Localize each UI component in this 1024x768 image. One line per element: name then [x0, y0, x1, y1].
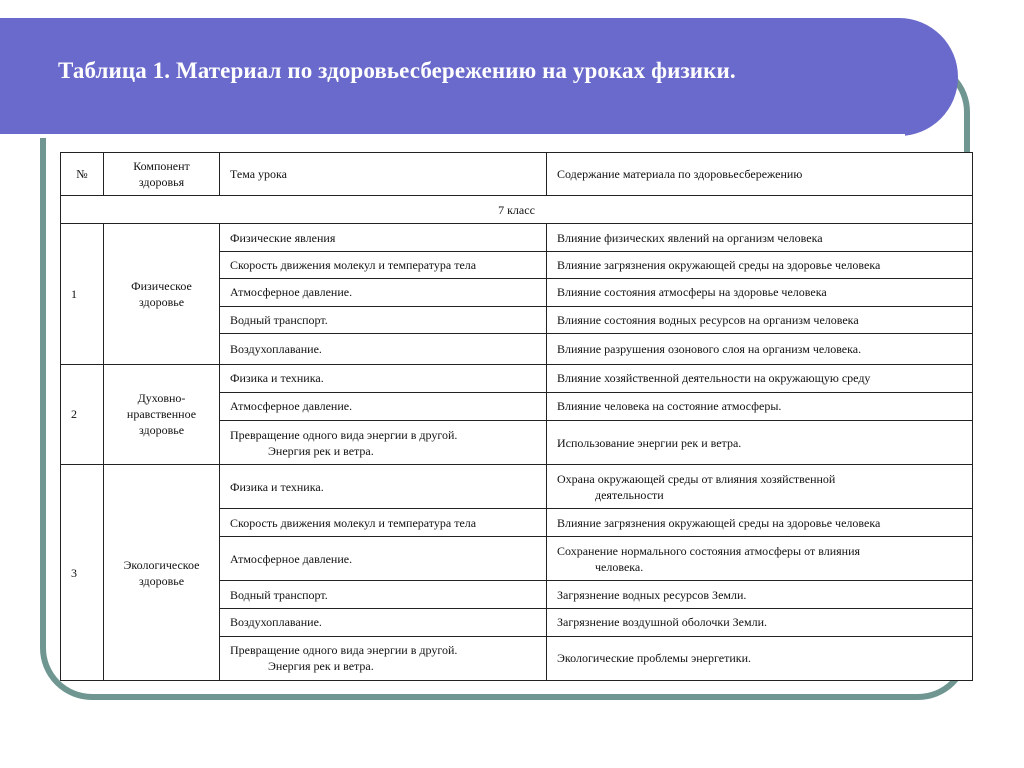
slide-title: Таблица 1. Материал по здоровьесбережению на уроках физики. [58, 58, 736, 83]
topic-cell: Физика и техника. [220, 465, 547, 509]
topic-line-2: Энергия рек и ветра. [268, 443, 374, 458]
banner-underline [0, 134, 905, 138]
topic-cell: Водный транспорт. [220, 581, 547, 608]
header-number: № [61, 153, 104, 196]
content-cell: Влияние физических явлений на организм человека [547, 224, 973, 252]
topic-cell [220, 420, 547, 464]
topic-cell: Скорость движения молекул и температура тела [220, 509, 547, 537]
topic-cell: Атмосферное давление. [220, 537, 547, 581]
content-cell: Экологические проблемы энергетики. [547, 636, 973, 680]
group-number: 2 [61, 364, 104, 464]
header-content: Содержание материала по здоровьесбережению [547, 153, 973, 196]
content-cell: Влияние состояния атмосферы на здоровье человека [547, 279, 973, 306]
topic-cell: Воздухоплавание. [220, 333, 547, 364]
topic-cell: Атмосферное давление. [220, 392, 547, 420]
content-line: Сохранение нормального состояния атмосферы от влияния [557, 543, 861, 558]
table-row [61, 224, 973, 252]
content-cell: Влияние загрязнения окружающей среды на здоровье человека [547, 252, 973, 279]
content-cell [547, 537, 973, 581]
content-cell: Влияние человека на состояние атмосферы. [547, 392, 973, 420]
topic-line: Превращение одного вида энергии в другой. [230, 643, 458, 658]
content-cell: Влияние разрушения озонового слоя на организм человека. [547, 333, 973, 364]
topic-cell: Атмосферное давление. [220, 279, 547, 306]
topic-cell: Физика и техника. [220, 364, 547, 392]
class-label: 7 класс [61, 196, 973, 224]
content-cell: Влияние загрязнения окружающей среды на здоровье человека [547, 509, 973, 537]
group-number: 3 [61, 465, 104, 681]
topic-cell: Скорость движения молекул и температура тела [220, 252, 547, 279]
group-number: 1 [61, 224, 104, 364]
content-cell: Загрязнение водных ресурсов Земли. [547, 581, 973, 608]
table-header-row [61, 153, 973, 196]
content-cell: Влияние состояния водных ресурсов на организм человека [547, 306, 973, 333]
content-cell: Влияние хозяйственной деятельности на окружающую среду [547, 364, 973, 392]
topic-line: Превращение одного вида энергии в другой. [230, 427, 458, 442]
group-component: Экологическое здоровье [104, 465, 220, 681]
topic-line-2: Энергия рек и ветра. [268, 659, 374, 674]
topic-cell: Водный транспорт. [220, 306, 547, 333]
table-row [61, 364, 973, 392]
content-line-2: деятельности [595, 487, 664, 502]
topic-cell: Воздухоплавание. [220, 608, 547, 636]
group-component: Духовно-нравственное здоровье [104, 364, 220, 464]
content-cell [547, 465, 973, 509]
group-component: Физическое здоровье [104, 224, 220, 364]
content-line: Охрана окружающей среды от влияния хозяйственной [557, 471, 836, 486]
content-line-2: человека. [595, 559, 644, 574]
health-materials-table [60, 152, 973, 681]
table-row [61, 465, 973, 509]
content-cell: Использование энергии рек и ветра. [547, 420, 973, 464]
class-row [61, 196, 973, 224]
topic-cell: Физические явления [220, 224, 547, 252]
topic-cell [220, 636, 547, 680]
header-component: Компонент здоровья [104, 153, 220, 196]
content-cell: Загрязнение воздушной оболочки Земли. [547, 608, 973, 636]
header-topic: Тема урока [220, 153, 547, 196]
